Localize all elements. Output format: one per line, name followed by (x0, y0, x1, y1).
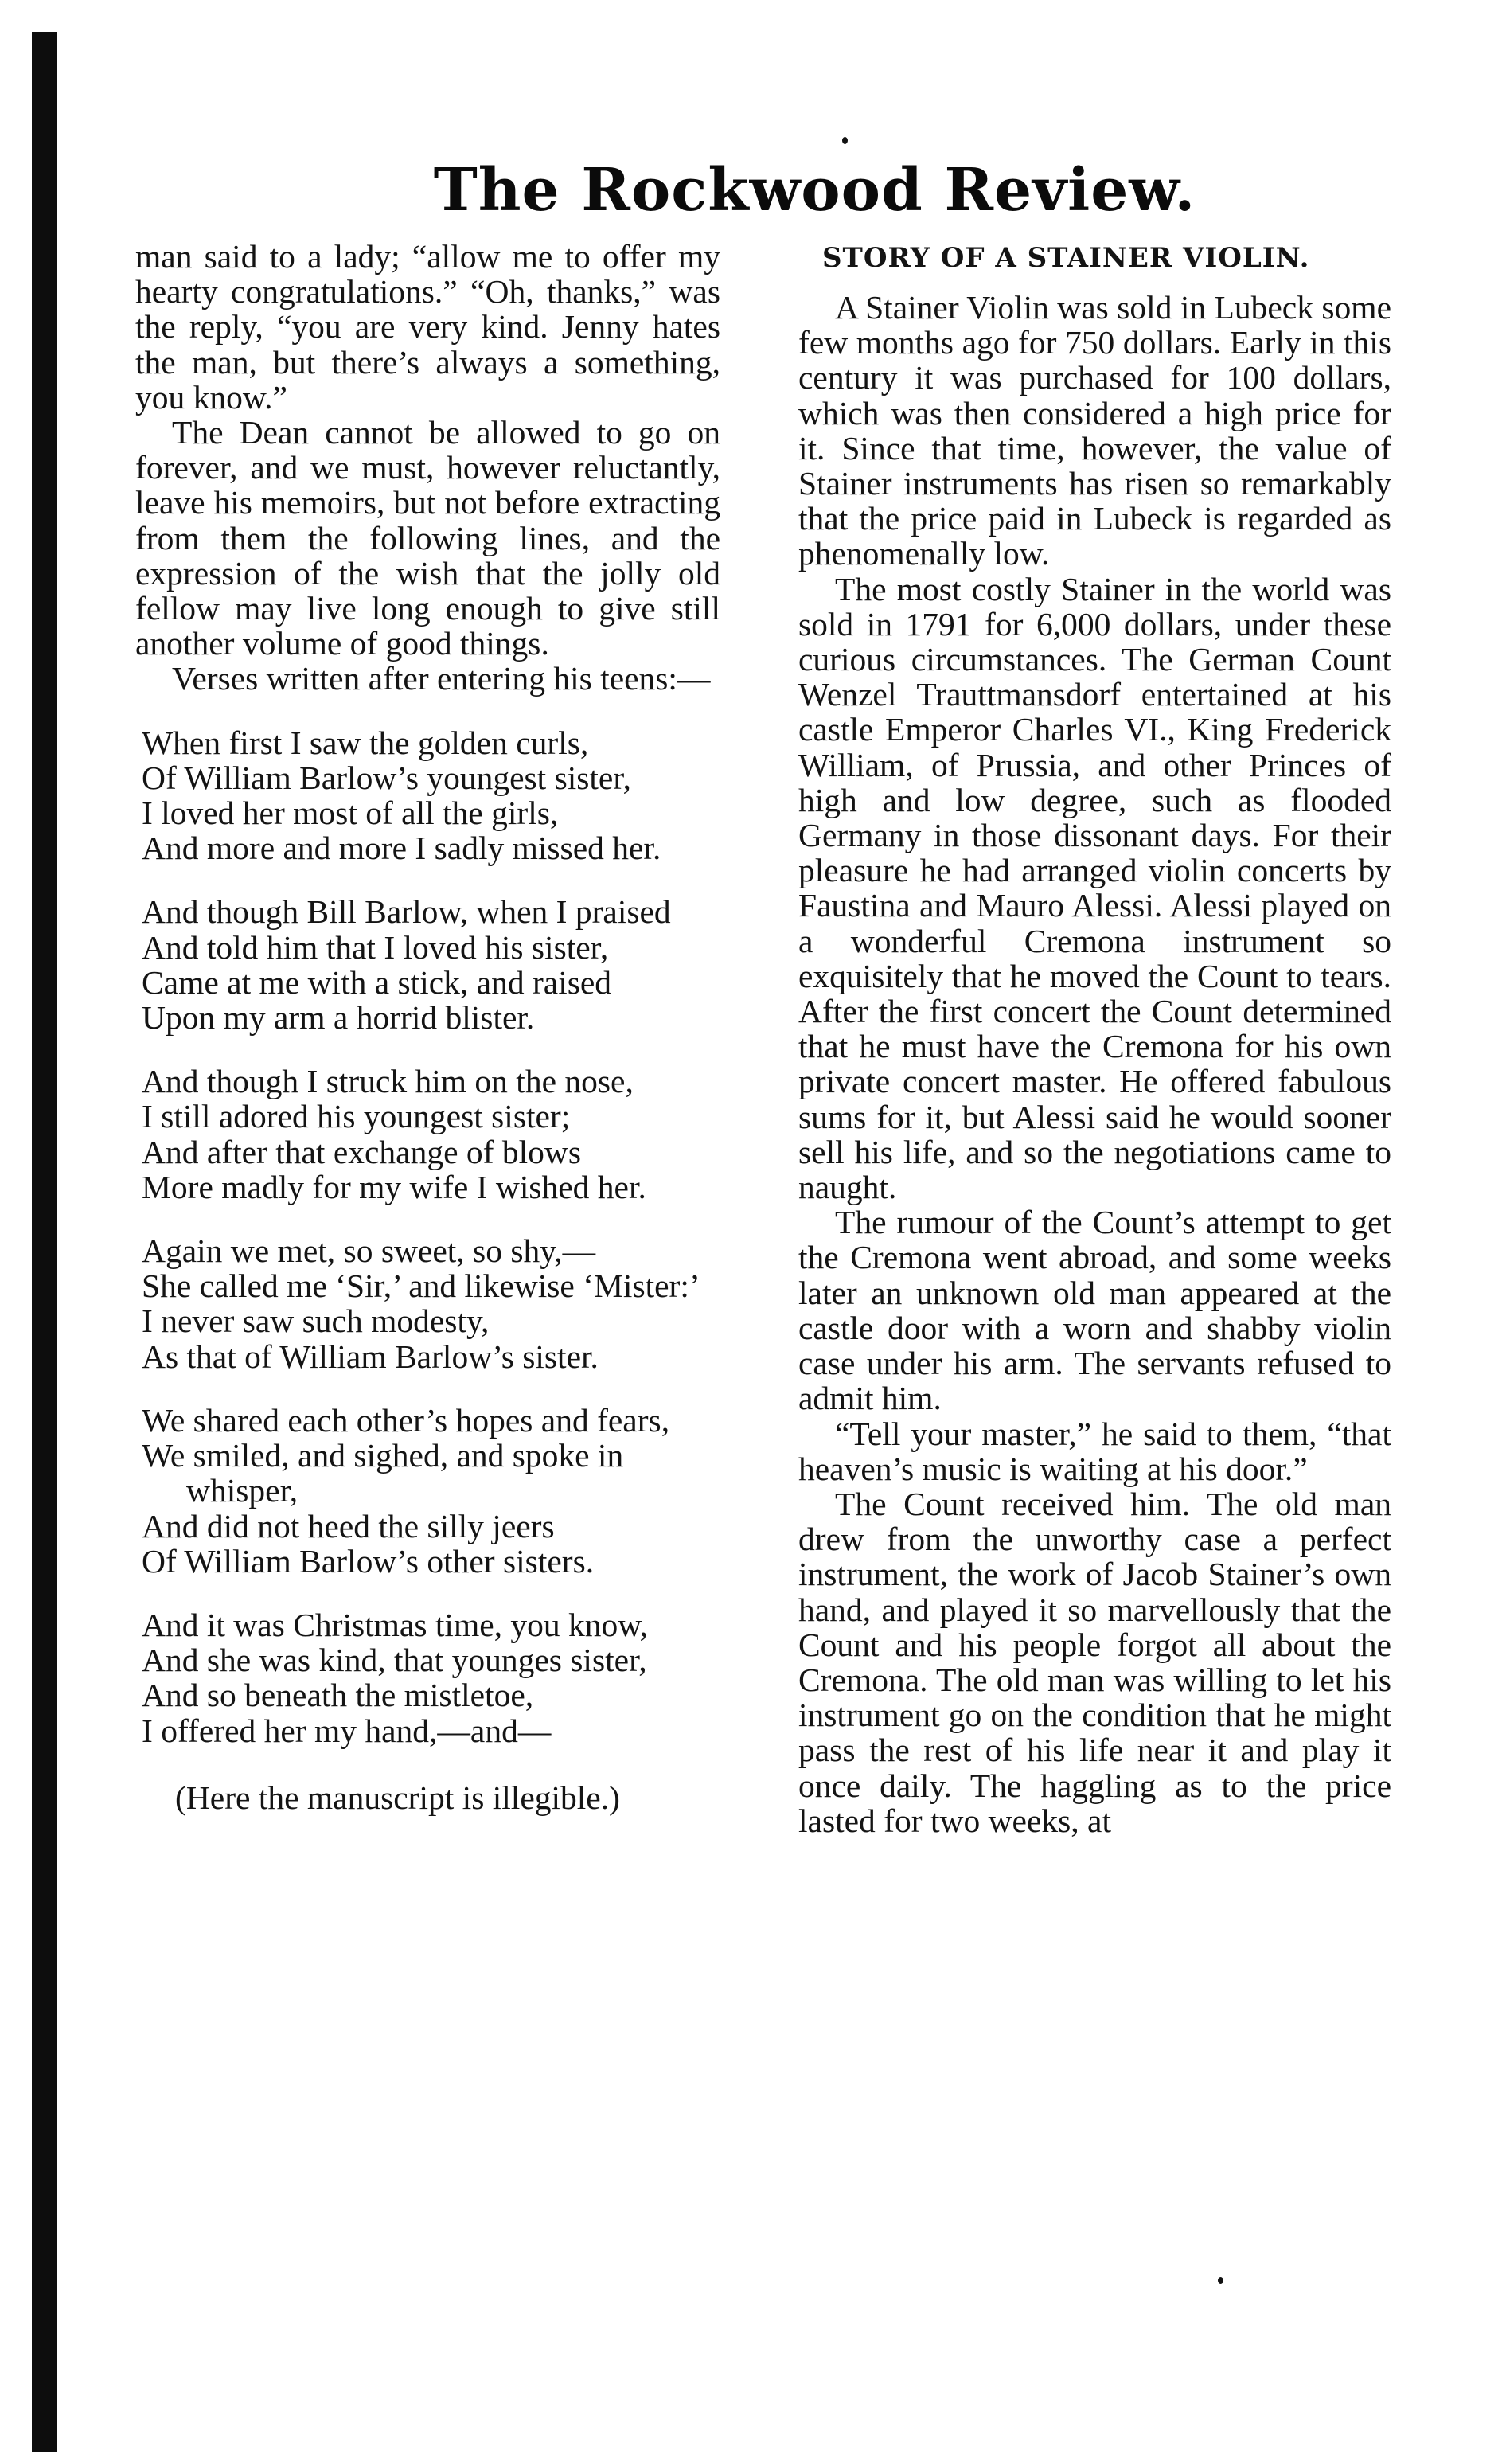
poem-line: And so beneath the mistletoe, (142, 1677, 534, 1714)
poem-line: She called me ‘Sir,’ and likewise ‘Mister:’ (142, 1267, 700, 1305)
paragraph: A Stainer Violin was sold in Lubeck some few months ago for 750 dollars. Early in this century it was purchased for 100 dollars, which was then considered a high price for it. Since that time, however, the value of Stainer instruments has risen so remarkably that the price paid in Lubeck is regarded as phenomenally low. (798, 289, 1391, 572)
paragraph: The most costly Stainer in the world was sold in 1791 for 6,000 dollars, under these curious circumstances. The German Count Wenzel Trauttmansdorf entertained at his castle Emperor Charles VI., King Frederick William, of Prussia, and other Princes of high and low degree, such as flooded Germany in those dissonant days. For their pleasure he had arranged violin concerts by Faustina and Mauro Alessi. Alessi played on a wonderful Cremona instrument so exquisitely that he moved the Count to tears. After the first concert the Count determined that he must have the Cremona for his own private concert master. He offered fabulous sums for it, but Alessi said he would sooner sell his life, and so the negotiations came to naught. (798, 570, 1391, 1206)
poem-line: And though Bill Barlow, when I praised (142, 893, 671, 931)
poem-line: And she was kind, that younges sister, (142, 1642, 647, 1679)
ink-speck (1218, 2277, 1223, 2284)
poem-line: Came at me with a stick, and raised (142, 963, 612, 1001)
paragraph: Verses written after entering his teens:— (172, 660, 711, 697)
poem-line: And though I struck him on the nose, (142, 1063, 634, 1100)
poem-line: And did not heed the silly jeers (142, 1507, 555, 1544)
poem-line: And it was Christmas time, you know, (142, 1606, 648, 1643)
poem-line: As that of William Barlow’s sister. (142, 1337, 599, 1375)
poem-line: I still adored his youngest sister; (142, 1098, 571, 1135)
poem-line: I offered her my hand,—and— (142, 1712, 552, 1749)
paragraph: The Count received him. The old man drew from the unworthy case a perfect instrument, the work of Jacob Stainer’s own hand, and played it so marvellously that the Count and his people forgot all about the Cremona. The old man was willing to let his instrument go on the condition that he might pass the rest of his life near it and play it once daily. The haggling as to the price lasted for two weeks, at (798, 1485, 1391, 1839)
editor-note: (Here the manuscript is illegible.) (175, 1779, 620, 1816)
right-column (798, 239, 1391, 1838)
poem-line: And after that exchange of blows (142, 1133, 581, 1170)
poem-line: I loved her most of all the girls, (142, 795, 559, 832)
left-column (135, 239, 720, 1815)
poem-line: We shared each other’s hopes and fears, (142, 1401, 670, 1439)
paragraph: man said to a lady; “allow me to offer my hearty congratulations.” “Oh, thanks,” was the reply, “you are very kind. Jenny hates the man, but there’s always a something, you know.” (135, 238, 720, 416)
poem-line: Of William Barlow’s youngest sister, (142, 759, 631, 796)
article-heading: STORY OF A STAINER VIOLIN. (822, 242, 1310, 274)
poem-line: And told him that I loved his sister, (142, 928, 609, 966)
poem-stanza (135, 1064, 720, 1205)
scan-margin-bar (32, 32, 57, 2452)
poem-stanza (135, 1607, 720, 1748)
poem-stanza (135, 1403, 720, 1579)
poem-line: We smiled, and sighed, and spoke in whisper, (142, 1437, 624, 1509)
poem-line: More madly for my wife I wished her. (142, 1168, 646, 1205)
poem-line: Again we met, so sweet, so shy,— (142, 1232, 596, 1270)
poem-line: I never saw such modesty, (142, 1302, 490, 1340)
paragraph: The rumour of the Count’s attempt to get the Cremona went abroad, and some weeks later an unknown old man appeared at the castle door with a worn and shabby violin case under his arm. The servants refused to admit him. (798, 1204, 1391, 1417)
poem-stanza (135, 1233, 720, 1374)
paragraph: The Dean cannot be allowed to go on forever, and we must, however reluctantly, leave his memoirs, but not before extracting from them the following lines, and the expression of the wish that the jolly old fellow may live long enough to give still another volume of good things. (135, 414, 720, 662)
poem-stanza (135, 725, 720, 866)
poem-line: Of William Barlow’s other sisters. (142, 1542, 595, 1580)
poem-line: When first I saw the golden curls, (142, 724, 589, 761)
poem-line: Upon my arm a horrid blister. (142, 999, 535, 1037)
masthead: The Rockwood Review. (433, 156, 1196, 225)
paragraph: “Tell your master,” he said to them, “that heaven’s music is waiting at his door.” (798, 1415, 1391, 1487)
poem-line: And more and more I sadly missed her. (142, 830, 661, 867)
poem-stanza (135, 894, 720, 1035)
ink-speck (842, 137, 848, 144)
